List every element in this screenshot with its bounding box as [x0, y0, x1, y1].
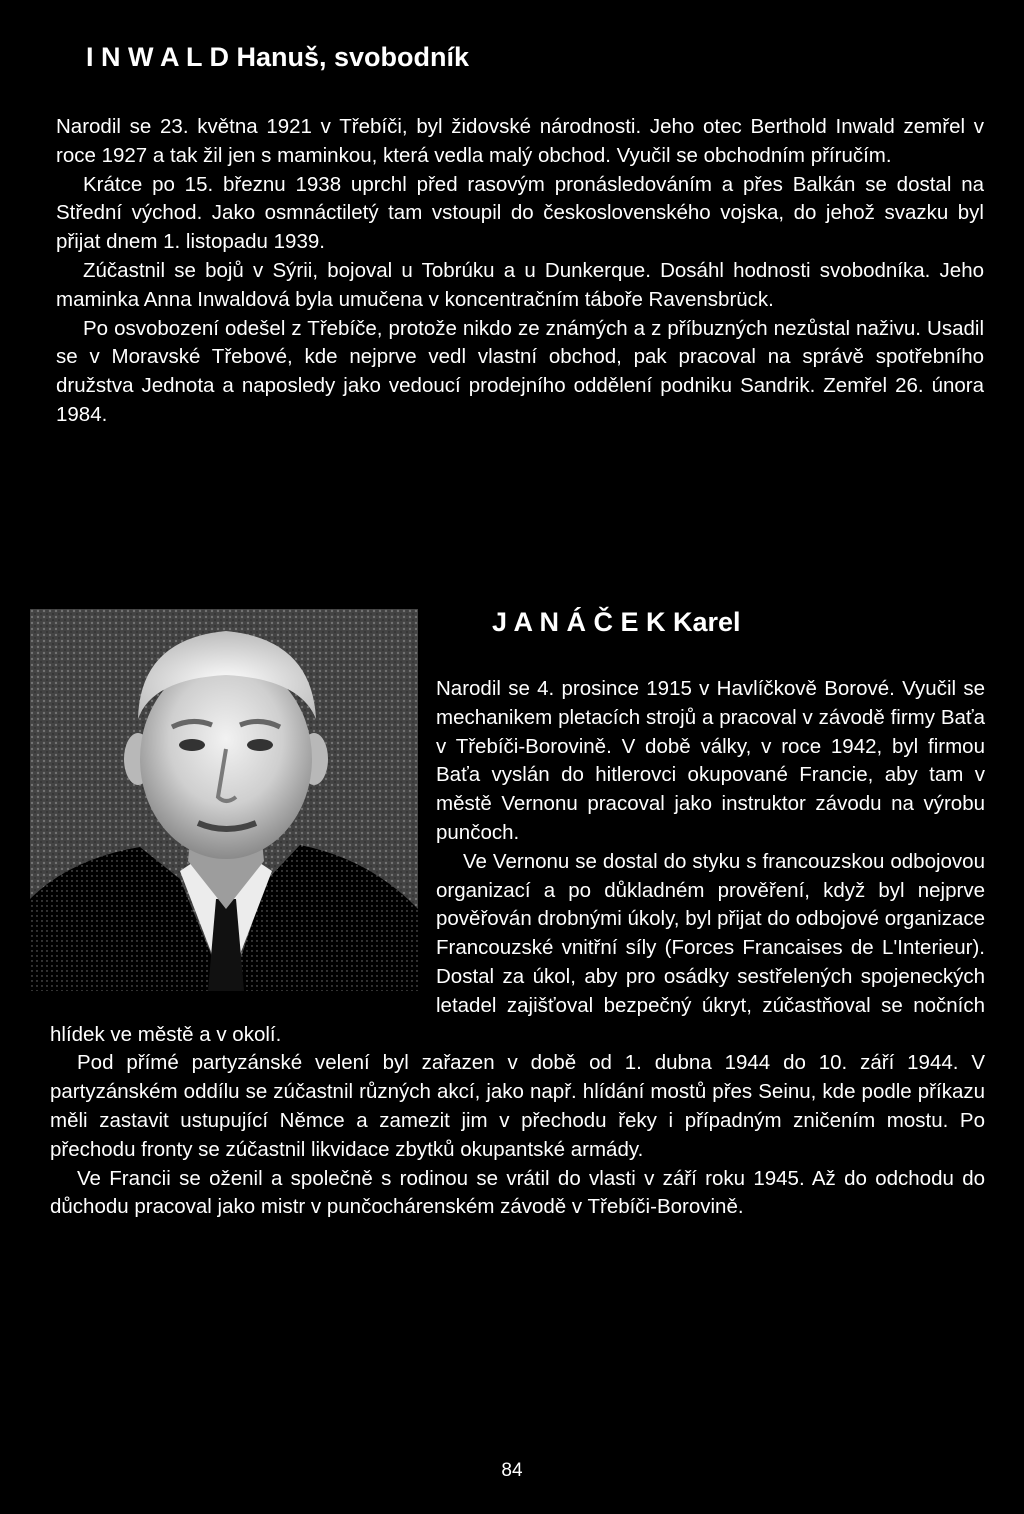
section-heading-inwald: I N W A L D Hanuš, svobodník	[86, 42, 470, 72]
paragraph: Krátce po 15. březnu 1938 uprchl před rasovým pronásledováním a přes Balkán se dostal na Střední východ. Jako osmnáctiletý tam vstoupil do československého vojska, do jehož svazku byl přijat dnem 1. listopadu 1939.	[56, 172, 984, 254]
section-body-inwald	[56, 113, 984, 430]
paragraph: Narodil se 23. května 1921 v Třebíči, byl židovské národnosti. Jeho otec Berthold Inwald zemřel v roce 1927 a tak žil jen s maminkou, která vedla malý obchod. Vyučil se obchodním příručím.	[56, 115, 984, 167]
paragraph: Zúčastnil se bojů v Sýrii, bojoval u Tobrúku a u Dunkerque. Dosáhl hodnosti svobodníka. Jeho maminka Anna Inwaldová byla umučena v koncentračním táboře Ravensbrück.	[56, 258, 984, 311]
section-heading-janacek: J A N Á Č E K Karel	[492, 607, 741, 637]
section-body-janacek	[50, 675, 985, 1222]
paragraph: Po osvobození odešel z Třebíče, protože nikdo ze známých a z příbuzných nezůstal naživu. Usadil se v Moravské Třebové, kde nejprve vedl vlastní obchod, pak pracoval na správě spotřebního družstva Jednota a naposledy jako vedoucí prodejního oddělení podniku Sandrik. Zemřel 26. února 1984.	[56, 316, 984, 426]
paragraph: Narodil se 4. prosince 1915 v Havlíčkově Borové. Vyučil se mechanikem pletacích strojů a pracoval v závodě firmy Baťa v Třebíči-Borovině. V době války, v roce 1942, byl firmou Baťa vyslán do hitlerovci okupované Francie, aby tam v městě Vernonu pracoval jako instruktor závodu na výrobu punčoch.	[436, 677, 985, 844]
paragraph: Ve Francii se oženil a společně s rodinou se vrátil do vlasti v září roku 1945. Až do odchodu do důchodu pracoval jako mistr v punčochárenském závodě v Třebíči-Borovině.	[50, 1166, 985, 1219]
portrait-photo	[30, 609, 418, 991]
paragraph: Ve Vernonu se dostal do styku s francouzskou odbojovou organizací a po důkladném prověření, když byl nejprve pověřován drobnými úkoly, byl přijat do odbojové organizace Francouzské vnitřní síly (Forces Francaises de L'Interieur). Dostal za úkol, aby pro osádky sestřelených spojeneckých letadel zajišťoval bezpečný úkryt, zúčastňoval se nočních hlídek ve městě a v okolí.	[50, 849, 985, 1046]
page-number: 84	[501, 1460, 523, 1481]
paragraph: Pod přímé partyzánské velení byl zařazen v době od 1. dubna 1944 do 10. září 1944. V partyzánském oddílu se zúčastnil různých akcí, jako např. hlídání mostů přes Seinu, kde podle příkazu měli zastavit ustupující Němce a zamezit jim v přechodu řeky i případným zničením mostu. Po přechodu fronty se zúčastnil likvidace zbytků okupantské armády.	[50, 1051, 985, 1161]
